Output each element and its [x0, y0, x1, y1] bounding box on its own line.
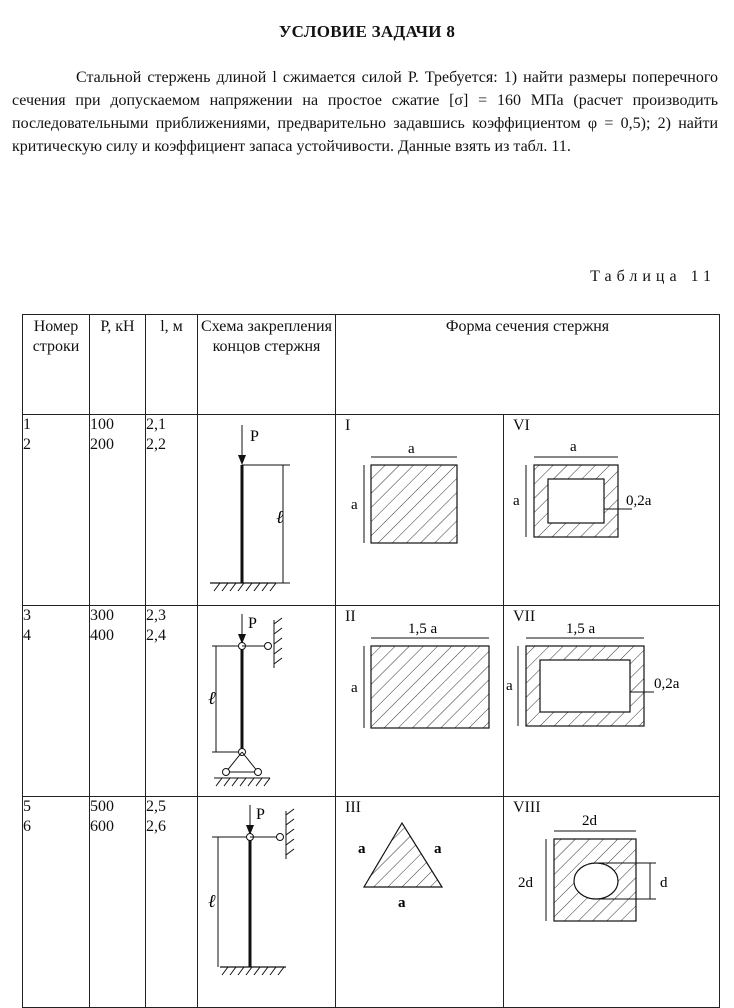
force-value: 500 [90, 798, 114, 815]
length-value: 2,6 [146, 818, 166, 835]
length-label: ℓ [276, 507, 284, 527]
length-label: ℓ [208, 688, 216, 708]
header-scheme: Схема закрепления концов стержня [198, 315, 336, 415]
dimension-label: 2d [518, 875, 533, 891]
force-value: 300 [90, 607, 114, 624]
section-square-diagram [336, 415, 503, 600]
header-force: Р, кН [90, 315, 146, 415]
task-paragraph: Стальной стержень длиной l сжимается силой Р. Требуется: 1) найти размеры поперечного сечения при допускаемом напряжении на простое сжатие [σ] = 160 МПа (расчет производить последовательными приближениями, предварительно задавшись коэффициентом φ = 0,5); 2) найти критическую силу и коэффициент запаса устойчивости. Данные взять из табл. 11. [12, 69, 719, 155]
header-row-number: Номер строки [23, 315, 90, 415]
length-value: 2,4 [146, 627, 166, 644]
section-label: VI [513, 417, 530, 434]
table-caption: Таблица 11 [590, 268, 716, 285]
dimension-label: a [398, 895, 406, 911]
length-label: ℓ [208, 891, 216, 911]
force-value: 400 [90, 627, 114, 644]
section-label: II [345, 608, 356, 625]
dimension-label: 0,2a [654, 676, 680, 692]
dimension-label: 1,5 a [408, 621, 438, 637]
length-value: 2,1 [146, 416, 166, 433]
table-row [23, 606, 720, 797]
dimension-label: 0,2a [626, 493, 652, 509]
length-value: 2,5 [146, 798, 166, 815]
header-section: Форма сечения стержня [336, 315, 720, 415]
data-table [22, 314, 719, 995]
dimension-label: 2d [582, 813, 597, 829]
section-triangle-diagram [336, 797, 503, 1002]
page-title: УСЛОВИЕ ЗАДАЧИ 8 [278, 22, 456, 41]
scheme-fixed-free-diagram [198, 415, 335, 600]
dimension-label: a [570, 439, 577, 455]
section-label: VIII [513, 799, 541, 816]
section-label: III [345, 799, 361, 816]
force-value: 100 [90, 416, 114, 433]
dimension-label: a [513, 493, 520, 509]
row-number: 2 [23, 436, 31, 453]
row-number: 6 [23, 818, 31, 835]
section-square-tube-diagram [504, 415, 719, 600]
header-length: l, м [146, 315, 198, 415]
length-value: 2,3 [146, 607, 166, 624]
section-rectangle-diagram [336, 606, 503, 791]
dimension-label: a [434, 841, 442, 857]
row-number: 1 [23, 416, 31, 433]
section-rectangular-tube-diagram [504, 606, 719, 791]
force-label: P [250, 428, 259, 445]
force-value: 200 [90, 436, 114, 453]
table-row [23, 797, 720, 1008]
row-number: 5 [23, 798, 31, 815]
dimension-label: d [660, 875, 668, 891]
section-square-with-hole-diagram [504, 797, 719, 1002]
dimension-label: a [351, 497, 358, 513]
force-label: P [248, 615, 257, 632]
row-number: 4 [23, 627, 31, 644]
dimension-label: a [351, 680, 358, 696]
section-label: I [345, 417, 351, 434]
table-row [23, 415, 720, 606]
dimension-label: a [506, 678, 513, 694]
dimension-label: 1,5 a [566, 621, 596, 637]
section-label: VII [513, 608, 536, 625]
scheme-pinned-diagram [198, 606, 335, 791]
force-label: P [256, 806, 265, 823]
scheme-fixed-pinned-diagram [198, 797, 335, 1002]
force-value: 600 [90, 818, 114, 835]
row-number: 3 [23, 607, 31, 624]
length-value: 2,2 [146, 436, 166, 453]
dimension-label: a [408, 441, 415, 457]
dimension-label: a [358, 841, 366, 857]
